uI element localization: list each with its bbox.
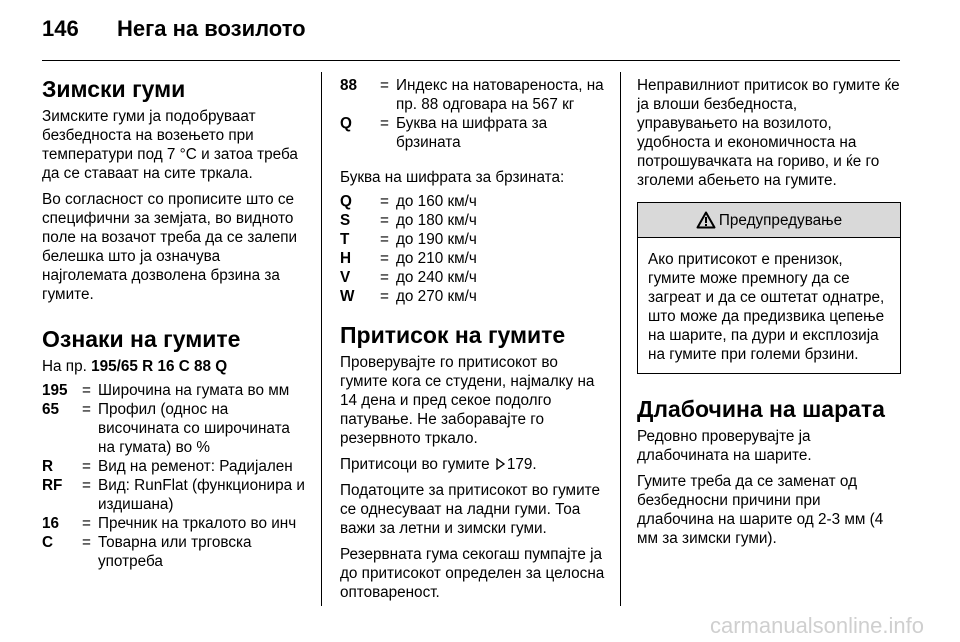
equals-sign: = (380, 269, 389, 286)
tread-depth-paragraph: Редовно проверувајте ја длабочината на шарите. (637, 428, 812, 464)
definition-text: Вид: RunFlat (функционира и издишана) (98, 477, 305, 513)
tyre-pressure-paragraph: Неправилниот притисок во гумите ќе ја влоши безбедноста, управувањето на возилото, удобноста и економичноста на потрошувачката на гориво, и ќе го зголеми абењето на гумите. (637, 77, 900, 189)
list-item (340, 268, 606, 287)
equals-sign: = (82, 534, 91, 551)
definition-term: R (42, 458, 54, 475)
equals-sign: = (82, 515, 91, 532)
definition-term: Q (340, 193, 352, 210)
list-item (340, 114, 606, 152)
definition-term: RF (42, 477, 63, 494)
list-item (340, 230, 606, 249)
tyre-markings-heading: Ознаки на гумите (42, 326, 241, 352)
equals-sign: = (82, 382, 91, 399)
reference-text: Притисоци во гумите (340, 456, 490, 473)
definition-term: 16 (42, 515, 60, 532)
winter-tyres-heading: Зимски гуми (42, 76, 186, 102)
definition-text: до 240 км/ч (396, 269, 477, 286)
equals-sign: = (380, 288, 389, 305)
list-item (42, 476, 306, 514)
speed-code-list (340, 192, 606, 306)
definition-term: 88 (340, 77, 358, 94)
definition-text: Индекс на натовареноста, на пр. 88 одговара на 567 кг (396, 77, 604, 113)
definition-term: 65 (42, 401, 60, 418)
definition-term: W (340, 288, 355, 305)
definition-term: T (340, 231, 350, 248)
page-reference-icon (496, 458, 505, 470)
definition-text: до 210 км/ч (396, 250, 477, 267)
warning-title: Предупредување (718, 211, 843, 229)
equals-sign: = (82, 458, 91, 475)
tyre-pressure-reference (340, 455, 606, 474)
example-prefix: На пр. (42, 358, 92, 375)
definition-text: до 160 км/ч (396, 193, 477, 210)
definition-text: до 180 км/ч (396, 212, 477, 229)
definition-text: до 270 км/ч (396, 288, 477, 305)
definition-text: до 190 км/ч (396, 231, 477, 248)
column-divider (321, 72, 322, 606)
equals-sign: = (82, 477, 91, 494)
definition-term: V (340, 269, 351, 286)
list-item (340, 249, 606, 268)
winter-tyres-paragraph: Зимските гуми ја подобруваат безбедноста на возењето при температури под 7 °C и затоа треба да се ставаат на сите тркала. (42, 108, 298, 182)
list-item (42, 381, 306, 400)
tyre-markings-list (42, 381, 306, 571)
list-item (42, 533, 306, 571)
tread-depth-heading: Длабочина на шарата (637, 396, 885, 422)
tyre-markings-list-continued (340, 76, 606, 152)
equals-sign: = (82, 401, 91, 418)
tyre-pressure-paragraph: Проверувајте го притисокот во гумите кога се студени, најмалку на 14 дена и пред секое подолго патување. Не заборавајте го резервното тркало. (340, 354, 595, 447)
chapter-title: Нега на возилото (117, 16, 306, 41)
list-item (42, 514, 306, 533)
definition-text: Буква на шифрата за брзината (396, 115, 548, 151)
tyre-pressure-heading: Притисок на гумите (340, 322, 566, 348)
example-code: 195/65 R 16 C 88 Q (91, 358, 228, 375)
header-rule (42, 60, 900, 61)
definition-text: Товарна или трговска употреба (98, 534, 252, 570)
definition-text: Широчина на гумата во мм (98, 382, 290, 399)
equals-sign: = (380, 193, 389, 210)
definition-text: Вид на ременот: Радијален (98, 458, 293, 475)
tread-depth-paragraph: Гумите треба да се заменат од безбедносни причини при длабочина на шарите од 2-3 мм (4 мм за зимски гуми). (637, 473, 884, 547)
warning-triangle-icon (696, 211, 716, 229)
list-item (42, 457, 306, 476)
equals-sign: = (380, 77, 389, 94)
equals-sign: = (380, 250, 389, 267)
tyre-pressure-paragraph: Податоците за притисокот во гумите се однесуваат на ладни гуми. Тоа важи за летни и зимски гуми. (340, 482, 600, 537)
list-item (340, 287, 606, 306)
definition-text: Профил (однос на височината со широчината на гумата) во % (98, 401, 290, 456)
definition-term: 195 (42, 382, 68, 399)
reference-page-link[interactable]: 179. (506, 456, 537, 473)
column-left (42, 76, 306, 587)
definition-term: C (42, 534, 54, 551)
page-number: 146 (42, 16, 79, 41)
equals-sign: = (380, 115, 389, 132)
definition-text: Пречник на тркалото во инч (98, 515, 297, 532)
column-right (637, 76, 901, 555)
warning-box (637, 202, 901, 374)
definition-term: Q (340, 115, 352, 132)
list-item (340, 76, 606, 114)
definition-term: S (340, 212, 351, 229)
watermark: carmanualsonline.info (709, 613, 924, 638)
tyre-markings-example (42, 357, 306, 376)
list-item (42, 400, 306, 457)
definition-term: H (340, 250, 352, 267)
tyre-pressure-paragraph: Резервната гума секогаш пумпајте ја до притисокот определен за целосна оптовареност. (340, 546, 605, 601)
list-item (340, 192, 606, 211)
column-divider (620, 72, 621, 606)
winter-tyres-paragraph: Во согласност со прописите што се специфични за земјата, во видното поле на возачот треба да се залепи белешка што ја означува најголемата дозволена брзина за гумите. (42, 191, 298, 303)
equals-sign: = (380, 212, 389, 229)
list-item (340, 211, 606, 230)
warning-text: Ако притисокот е пренизок, гумите може премногу да се загреат и да се оштетат однатре, што може да предизвика цепење на шарите, па дури и експлозија на гумите при големи брзини. (648, 251, 885, 363)
speed-code-intro: Буква на шифрата за брзината: (340, 169, 565, 186)
equals-sign: = (380, 231, 389, 248)
column-middle (340, 76, 606, 609)
warning-header (638, 203, 900, 238)
